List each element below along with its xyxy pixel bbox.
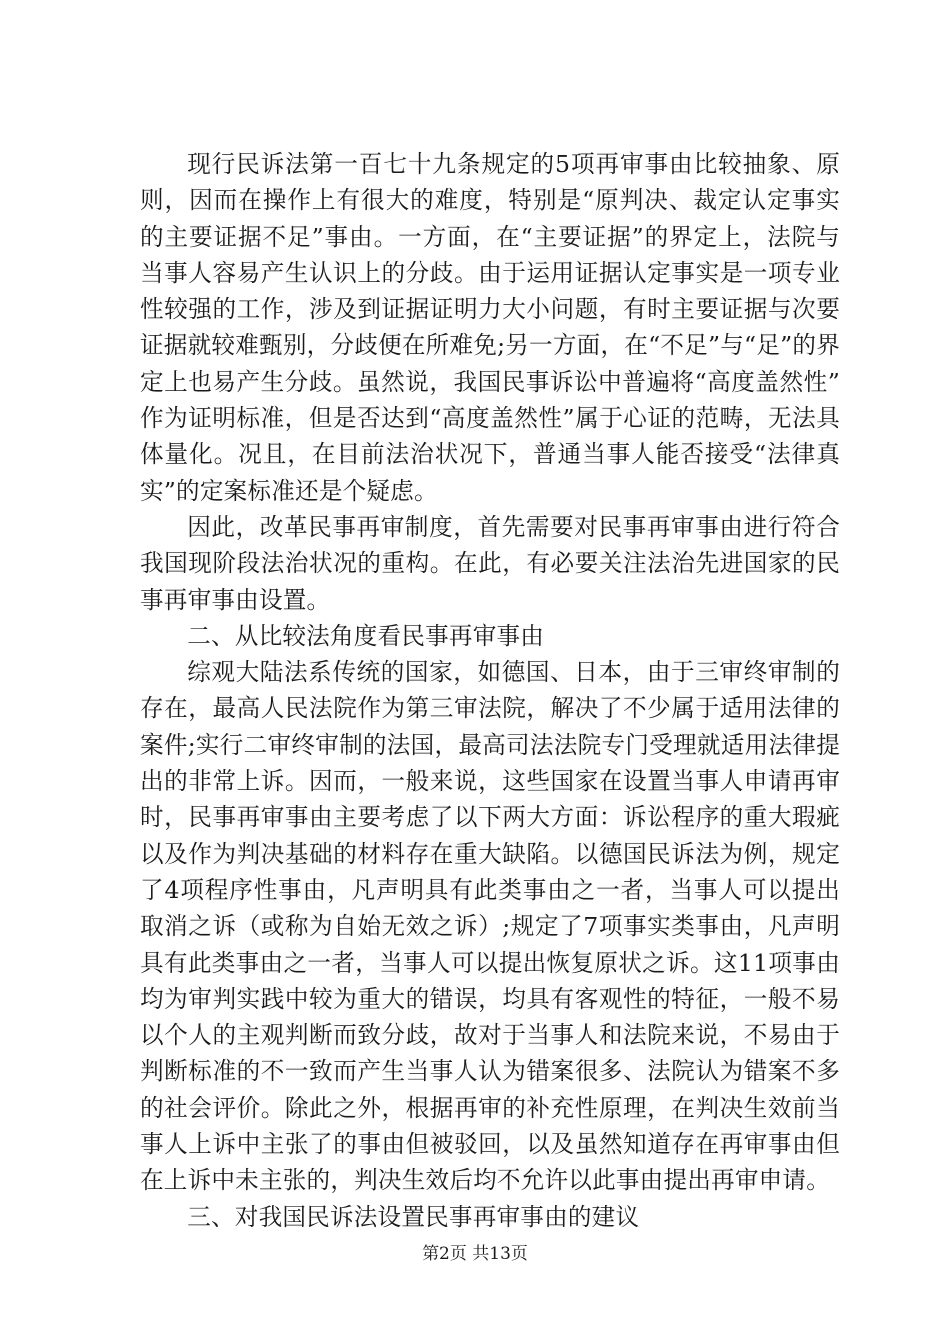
paragraph-reform-need: 因此，改革民事再审制度，首先需要对民事再审事由进行符合我国现阶段法治状况的重构。在此，有必要关注法治先进国家的民事再审事由设置。 xyxy=(140,512,840,614)
section-heading-comparative-law: 二、从比较法角度看民事再审事由 xyxy=(187,621,545,650)
paragraph-reasons-abstract: 现行民诉法第一百七十九条规定的5项再审事由比较抽象、原则，因而在操作上有很大的难度，特别是“原判决、裁定认定事实的主要证据不足”事由。一方面，在“主要证据”的界定上，法院与当事人容易产生认识上的分歧。由于运用证据认定事实是一项专业性较强的工作，涉及到证据证明力大小问题，有时主要证据与次要证据就较难甄别，分歧便在所难免;另一方面，在“不足”与“足”的界定上也易产生分歧。虽然说，我国民事诉讼中普遍将“高度盖然性”作为证明标准，但是否达到“高度盖然性”属于心证的范畴，无法具体量化。况且，在目前法治状况下，普通当事人能否接受“法律真实”的定案标准还是个疑虑。 xyxy=(140,150,840,505)
section-heading-suggestions: 三、对我国民诉法设置民事再审事由的建议 xyxy=(187,1202,640,1231)
document-body xyxy=(140,146,840,1235)
paragraph-civil-law-countries: 综观大陆法系传统的国家，如德国、日本，由于三审终审制的存在，最高人民法院作为第三审法院，解决了不少属于适用法律的案件;实行二审终审制的法国，最高司法法院专门受理就适用法律提出的非常上诉。因而，一般来说，这些国家在设置当事人申请再审时，民事再审事由主要考虑了以下两大方面：诉讼程序的重大瑕疵以及作为判决基础的材料存在重大缺陷。以德国民诉法为例，规定了4项程序性事由，凡声明具有此类事由之一者，当事人可以提出取消之诉（或称为自始无效之诉）;规定了7项事实类事由，凡声明具有此类事由之一者，当事人可以提出恢复原状之诉。这11项事由均为审判实践中较为重大的错误，均具有客观性的特征，一般不易以个人的主观判断而致分歧，故对于当事人和法院来说，不易由于判断标准的不一致而产生当事人认为错案很多、法院认为错案不多的社会评价。除此之外，根据再审的补充性原理，在判决生效前当事人上诉中主张了的事由但被驳回，以及虽然知道存在再审事由但在上诉中未主张的，判决生效后均不允许以此事由提出再审申请。 xyxy=(140,658,840,1195)
page-footer: 第2页 共13页 xyxy=(422,1244,528,1264)
